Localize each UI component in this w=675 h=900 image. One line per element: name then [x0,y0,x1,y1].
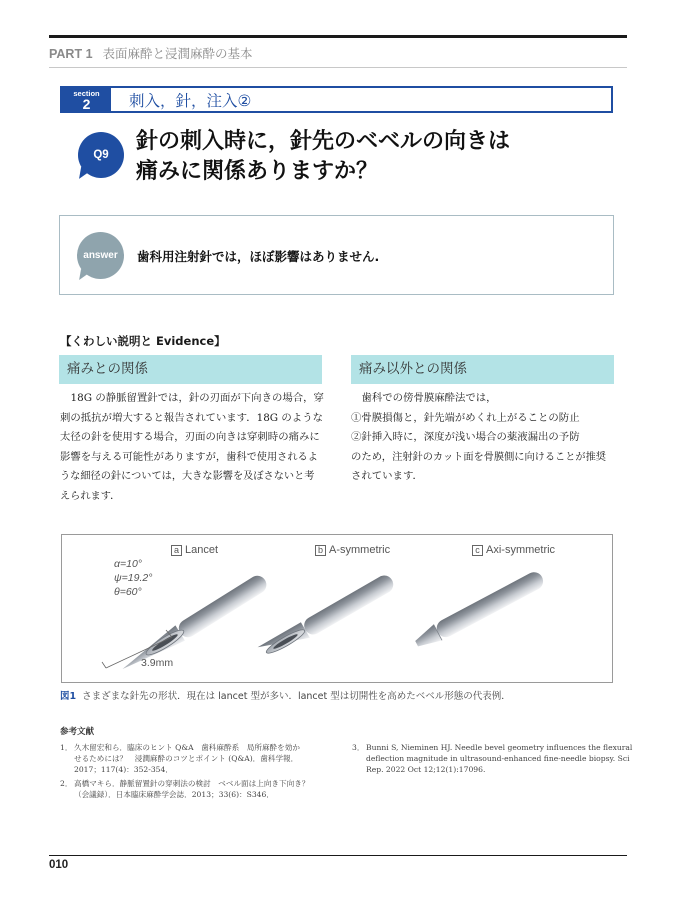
needle-axisymmetric-shaft [434,569,547,640]
reference-3-line-2: deflection magnitude in ultrasound-enhanced fine-needle biopsy. Sci [366,754,630,763]
figure-caption [60,688,511,702]
reference-2 [60,778,350,800]
part-title: 表面麻酔と浸潤麻酔の基本 [102,46,253,61]
reference-1 [60,742,350,775]
right-line-5: されています． [351,470,423,482]
label-axisymmetric-badge: c [472,545,483,556]
label-asymmetric-badge: b [315,545,326,556]
needle-asymmetric-shaft [301,572,397,638]
page-number: 010 [49,859,69,871]
left-line-4a: 影響を与える可能性がありますが， [60,450,227,463]
reference-1-line-2: せるためには？ 浸潤麻酔のコツとポイント (Q&A)．歯科学報． [74,754,299,763]
label-lancet-text: Lancet [185,544,219,556]
section-number: 2 [82,96,91,112]
reference-2-number: 2． [60,779,73,788]
left-line-3: 太径の針を使用する場合，刃面の向きは穿刺時の痛みに [60,431,320,443]
section-word: section [73,89,100,98]
reference-3-number: 3． [352,743,365,752]
references-heading: 参考文献 [60,727,95,737]
left-line-1: 18G の静脈留置針では，針の刃面が下向きの場合，穿 [70,392,324,404]
section-tab [62,88,111,111]
reference-1-line-3: 2017；117(4)：352-354． [74,765,173,774]
evidence-heading: 【くわしい説明と Evidence】 [60,334,226,348]
left-column-body [60,389,322,506]
needle-axisymmetric [412,569,546,652]
question-badge: Q9 [78,132,124,178]
left-line-4b: 歯科で使用されるよ [226,451,318,463]
reference-1-number: 1． [60,743,73,752]
param-psi: ψ=19.2° [114,572,153,584]
reference-3-line-1: Bunni S, Nieminen HJ. Needle bevel geometry influences the flexural [366,743,633,752]
bottom-rule [49,855,627,856]
answer-text: 歯科用注射針では，ほぼ影響はありません. [137,249,380,264]
right-line-4a: のため， [351,450,393,463]
part-header [49,44,253,62]
right-line-1: 歯科での傍骨膜麻酔法では， [361,392,497,404]
section-title: 刺入，針，注入② [129,92,252,110]
left-line-4 [60,448,322,468]
param-theta: θ=60° [114,586,142,598]
reference-3 [352,742,633,775]
question-line-2: 痛みに関係ありますか？ [136,159,379,184]
reference-2-line-1: 高橋マキら．静脈留置針の穿刺法の検討 ベベル面は上向き下向き？ [74,779,310,788]
needle-lancet-shaft [175,572,269,640]
left-line-6: えられます． [60,490,121,502]
label-asymmetric [315,544,390,556]
reference-3-text [352,742,633,775]
reference-3-line-3: Rep. 2022 Oct 12;12(1):17096. [366,765,486,774]
right-column-heading: 痛み以外との関係 [351,355,614,384]
answer-box [59,215,614,295]
section-bar [60,86,613,113]
reference-2-text [60,778,350,800]
page-top-rule [49,35,627,38]
answer-badge: answer [77,232,124,279]
part-rule [49,67,627,68]
label-lancet [171,544,218,556]
param-alpha: α=10° [114,558,142,570]
right-line-4 [351,448,615,468]
figure-needle-tips [61,534,613,683]
part-label: PART 1 [49,47,93,61]
left-column-heading: 痛みとの関係 [59,355,322,384]
reference-1-text [60,742,350,775]
figure-number: 図1 [60,691,77,702]
needle-asymmetric [258,572,397,663]
bevel-length-label: 3.9mm [141,657,174,669]
right-column-body [351,389,615,487]
right-line-3: ②針挿入時に，深度が浅い場合の薬液漏出の予防 [351,431,580,443]
label-lancet-badge: a [171,545,182,556]
label-asymmetric-text: A-symmetric [329,544,391,556]
label-axisymmetric-text: Axi-symmetric [486,544,556,556]
figure-caption-text: さまざまな針先の形状．現在は lancet 型が多い．lancet 型は切開性を高めたベベル形態の代表例． [82,691,511,702]
question-line-1: 針の刺入時に，針先のベベルの向きは [136,129,511,154]
reference-2-line-2: （会議録）．日本臨床麻酔学会誌．2013；33(6)：S346． [74,790,274,799]
right-line-2: ①骨膜損傷と，針先端がめくれ上がることの防止 [351,411,580,424]
question-title [136,127,606,187]
label-axisymmetric [472,544,555,556]
reference-1-line-1: 久木留宏和ら．臨床のヒント Q&A 歯科麻酔系 局所麻酔を効か [74,743,300,752]
left-line-2: 刺の抵抗が増大すると報告されています．18G のような [60,411,323,424]
right-line-4b: 注射針のカット面を骨膜側に向けることが推奨 [392,451,606,463]
left-line-5: うな細径の針については，大きな影響を及ぼさないと考 [60,471,315,482]
